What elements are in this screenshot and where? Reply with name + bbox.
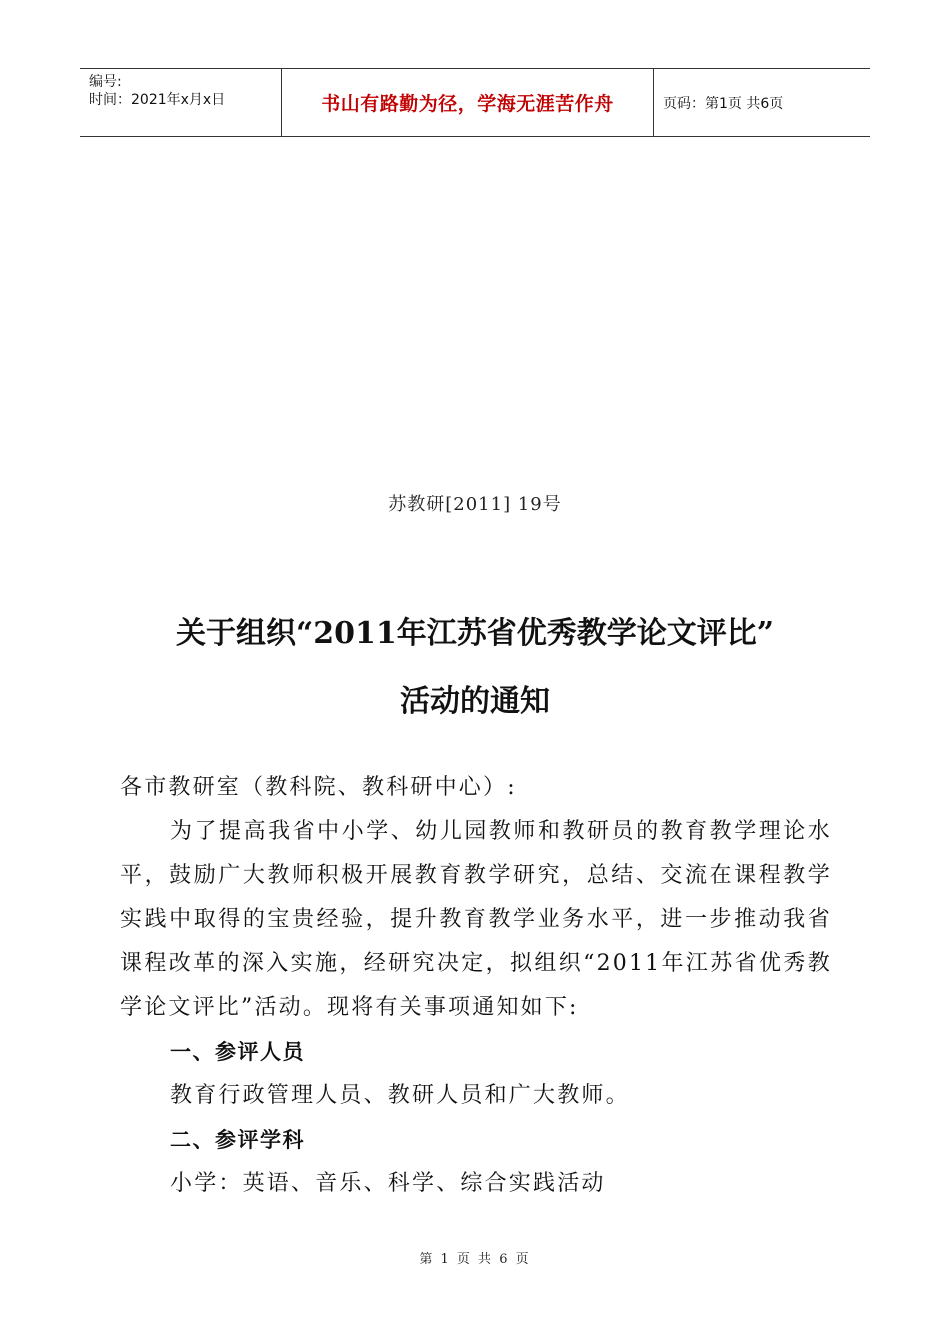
header-time-label: 时间：2021年x月x日 bbox=[89, 92, 226, 108]
document-number: 苏教研[2011] 19号 bbox=[388, 494, 562, 515]
section2-heading: 二、参评学科 bbox=[170, 1128, 305, 1152]
document-body bbox=[120, 766, 832, 1206]
page-footer: 第 1 页 共 6 页 bbox=[419, 1252, 531, 1267]
document-title-line1: 关于组织“2011年江苏省优秀教学论文评比” bbox=[175, 616, 774, 651]
header-page-info: 页码：第1页 共6页 bbox=[663, 95, 784, 112]
header-number-label: 编号: bbox=[89, 74, 122, 90]
section1-heading: 一、参评人员 bbox=[170, 1040, 305, 1064]
header-meta bbox=[80, 69, 281, 136]
section2-text: 小学：英语、音乐、科学、综合实践活动 bbox=[170, 1171, 606, 1196]
section1-text: 教育行政管理人员、教研人员和广大教师。 bbox=[170, 1083, 630, 1108]
document-title-line2: 活动的通知 bbox=[400, 684, 550, 719]
intro-paragraph: 为了提高我省中小学、幼儿园教师和教研员的教育教学理论水平，鼓励广大教师积极开展教育教学研究，总结、交流在课程教学实践中取得的宝贵经验，提升教育教学业务水平，进一步推动我省课程改革的深入实施，经研究决定，拟组织“2011年江苏省优秀教学论文评比”活动。现将有关事项通知如下: bbox=[120, 819, 832, 1020]
header-motto: 书山有路勤为径，学海无涯苦作舟 bbox=[281, 69, 654, 136]
page-header bbox=[80, 68, 870, 137]
salutation: 各市教研室（教科院、教科研中心）: bbox=[120, 775, 517, 800]
